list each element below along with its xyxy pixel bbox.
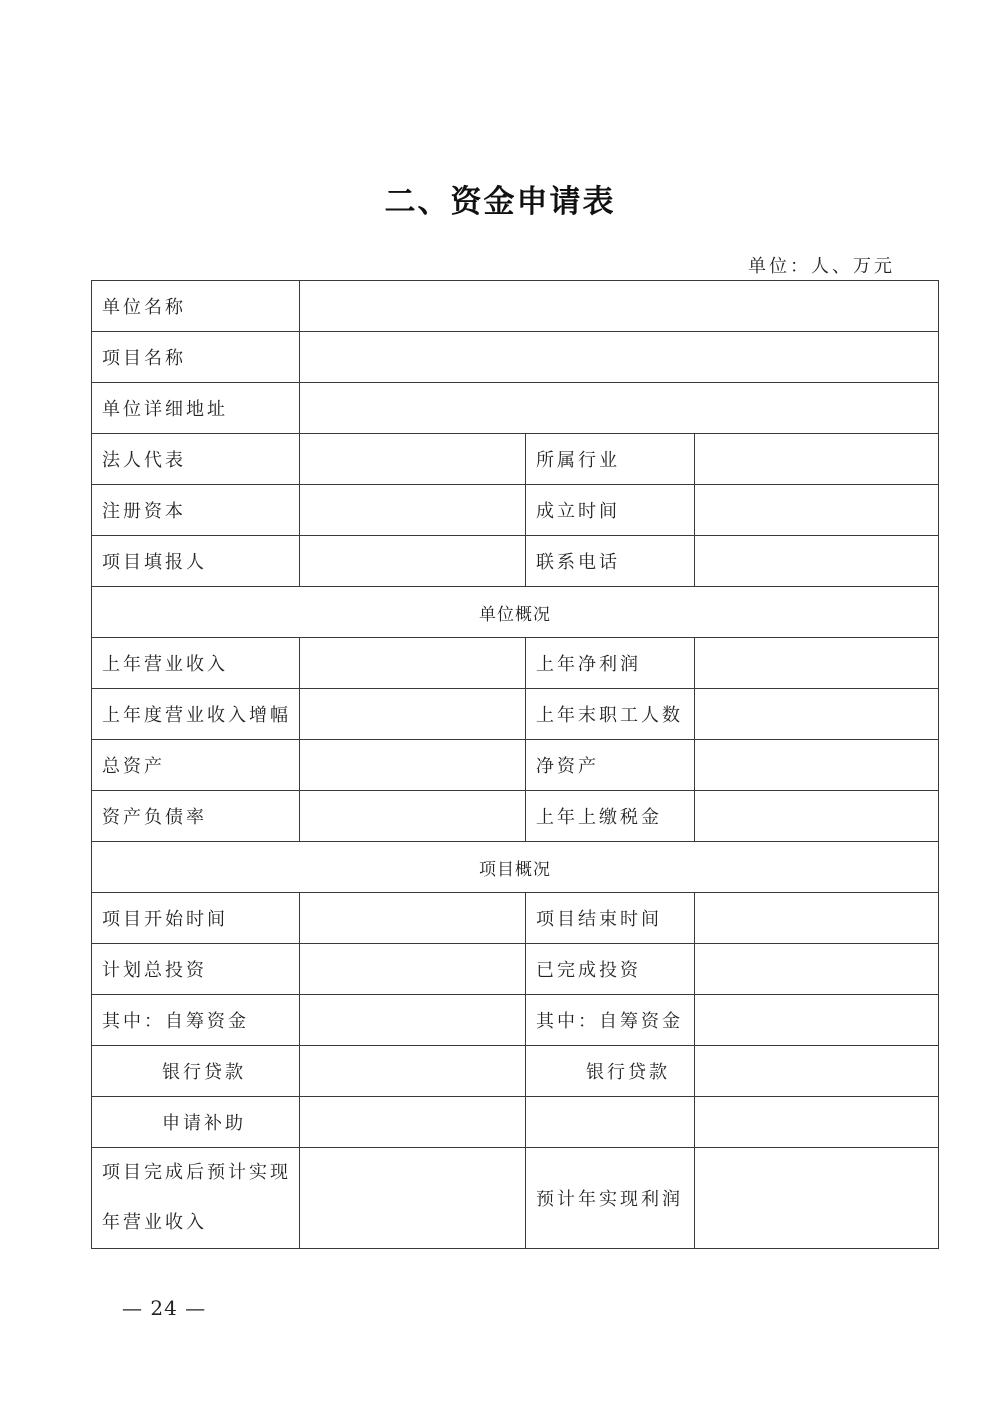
table-row [92, 842, 939, 893]
label-bank-loan-left: 银行贷款 [92, 1046, 300, 1097]
page-number: — 24 — [122, 1296, 207, 1320]
label-self-funds-right: 其中：自筹资金 [526, 995, 695, 1046]
tax-paid-field[interactable] [695, 791, 939, 842]
table-row [92, 434, 939, 485]
table-row [92, 1097, 939, 1148]
table-row [92, 1148, 939, 1249]
label-self-funds-left: 其中：自筹资金 [92, 995, 300, 1046]
subsidy-field[interactable] [300, 1097, 526, 1148]
table-row [92, 944, 939, 995]
expected-revenue-field[interactable] [300, 1148, 526, 1249]
label-established: 成立时间 [526, 485, 695, 536]
table-row [92, 995, 939, 1046]
label-net-assets: 净资产 [526, 740, 695, 791]
label-project-name: 项目名称 [92, 332, 300, 383]
label-phone: 联系电话 [526, 536, 695, 587]
industry-field[interactable] [695, 434, 939, 485]
label-end-time: 项目结束时间 [526, 893, 695, 944]
established-field[interactable] [695, 485, 939, 536]
label-last-revenue: 上年营业收入 [92, 638, 300, 689]
table-row [92, 332, 939, 383]
table-row [92, 638, 939, 689]
table-row [92, 1046, 939, 1097]
staff-count-field[interactable] [695, 689, 939, 740]
label-start-time: 项目开始时间 [92, 893, 300, 944]
page-title: 二、资金申请表 [384, 184, 616, 220]
total-assets-field[interactable] [300, 740, 526, 791]
last-revenue-field[interactable] [300, 638, 526, 689]
section-heading-unit: 单位概况 [92, 587, 939, 638]
label-legal-rep: 法人代表 [92, 434, 300, 485]
unit-note: 单位：人、万元 [748, 256, 895, 277]
section-heading-project: 项目概况 [92, 842, 939, 893]
label-unit-name: 单位名称 [92, 281, 300, 332]
label-debt-ratio: 资产负债率 [92, 791, 300, 842]
bank-loan-left-field[interactable] [300, 1046, 526, 1097]
label-total-assets: 总资产 [92, 740, 300, 791]
table-row [92, 893, 939, 944]
unit-name-field[interactable] [300, 281, 939, 332]
label-expected-revenue [92, 1148, 300, 1249]
label-expected-revenue-line2: 年营业收入 [102, 1212, 207, 1233]
label-subsidy: 申请补助 [92, 1097, 300, 1148]
end-time-field[interactable] [695, 893, 939, 944]
table-row [92, 281, 939, 332]
bank-loan-right-field[interactable] [695, 1046, 939, 1097]
table-row [92, 587, 939, 638]
table-row [92, 740, 939, 791]
empty-cell[interactable] [695, 1097, 939, 1148]
registered-capital-field[interactable] [300, 485, 526, 536]
label-bank-loan-right: 银行贷款 [526, 1046, 695, 1097]
expected-profit-field[interactable] [695, 1148, 939, 1249]
phone-field[interactable] [695, 536, 939, 587]
label-industry: 所属行业 [526, 434, 695, 485]
table-row [92, 791, 939, 842]
label-planned-investment: 计划总投资 [92, 944, 300, 995]
label-last-net-profit: 上年净利润 [526, 638, 695, 689]
legal-rep-field[interactable] [300, 434, 526, 485]
label-expected-profit: 预计年实现利润 [526, 1148, 695, 1249]
table-row [92, 383, 939, 434]
label-unit-address: 单位详细地址 [92, 383, 300, 434]
label-completed-investment: 已完成投资 [526, 944, 695, 995]
self-funds-right-field[interactable] [695, 995, 939, 1046]
application-form-table [91, 280, 939, 1249]
label-filler: 项目填报人 [92, 536, 300, 587]
label-revenue-growth: 上年度营业收入增幅 [92, 689, 300, 740]
table-row [92, 689, 939, 740]
revenue-growth-field[interactable] [300, 689, 526, 740]
label-registered-capital: 注册资本 [92, 485, 300, 536]
table-row [92, 485, 939, 536]
label-tax-paid: 上年上缴税金 [526, 791, 695, 842]
net-assets-field[interactable] [695, 740, 939, 791]
empty-cell[interactable] [526, 1097, 695, 1148]
completed-investment-field[interactable] [695, 944, 939, 995]
last-net-profit-field[interactable] [695, 638, 939, 689]
planned-investment-field[interactable] [300, 944, 526, 995]
table-row [92, 536, 939, 587]
project-name-field[interactable] [300, 332, 939, 383]
filler-field[interactable] [300, 536, 526, 587]
self-funds-left-field[interactable] [300, 995, 526, 1046]
label-staff-count: 上年末职工人数 [526, 689, 695, 740]
start-time-field[interactable] [300, 893, 526, 944]
label-expected-revenue-line1: 项目完成后预计实现 [102, 1162, 291, 1183]
unit-address-field[interactable] [300, 383, 939, 434]
debt-ratio-field[interactable] [300, 791, 526, 842]
